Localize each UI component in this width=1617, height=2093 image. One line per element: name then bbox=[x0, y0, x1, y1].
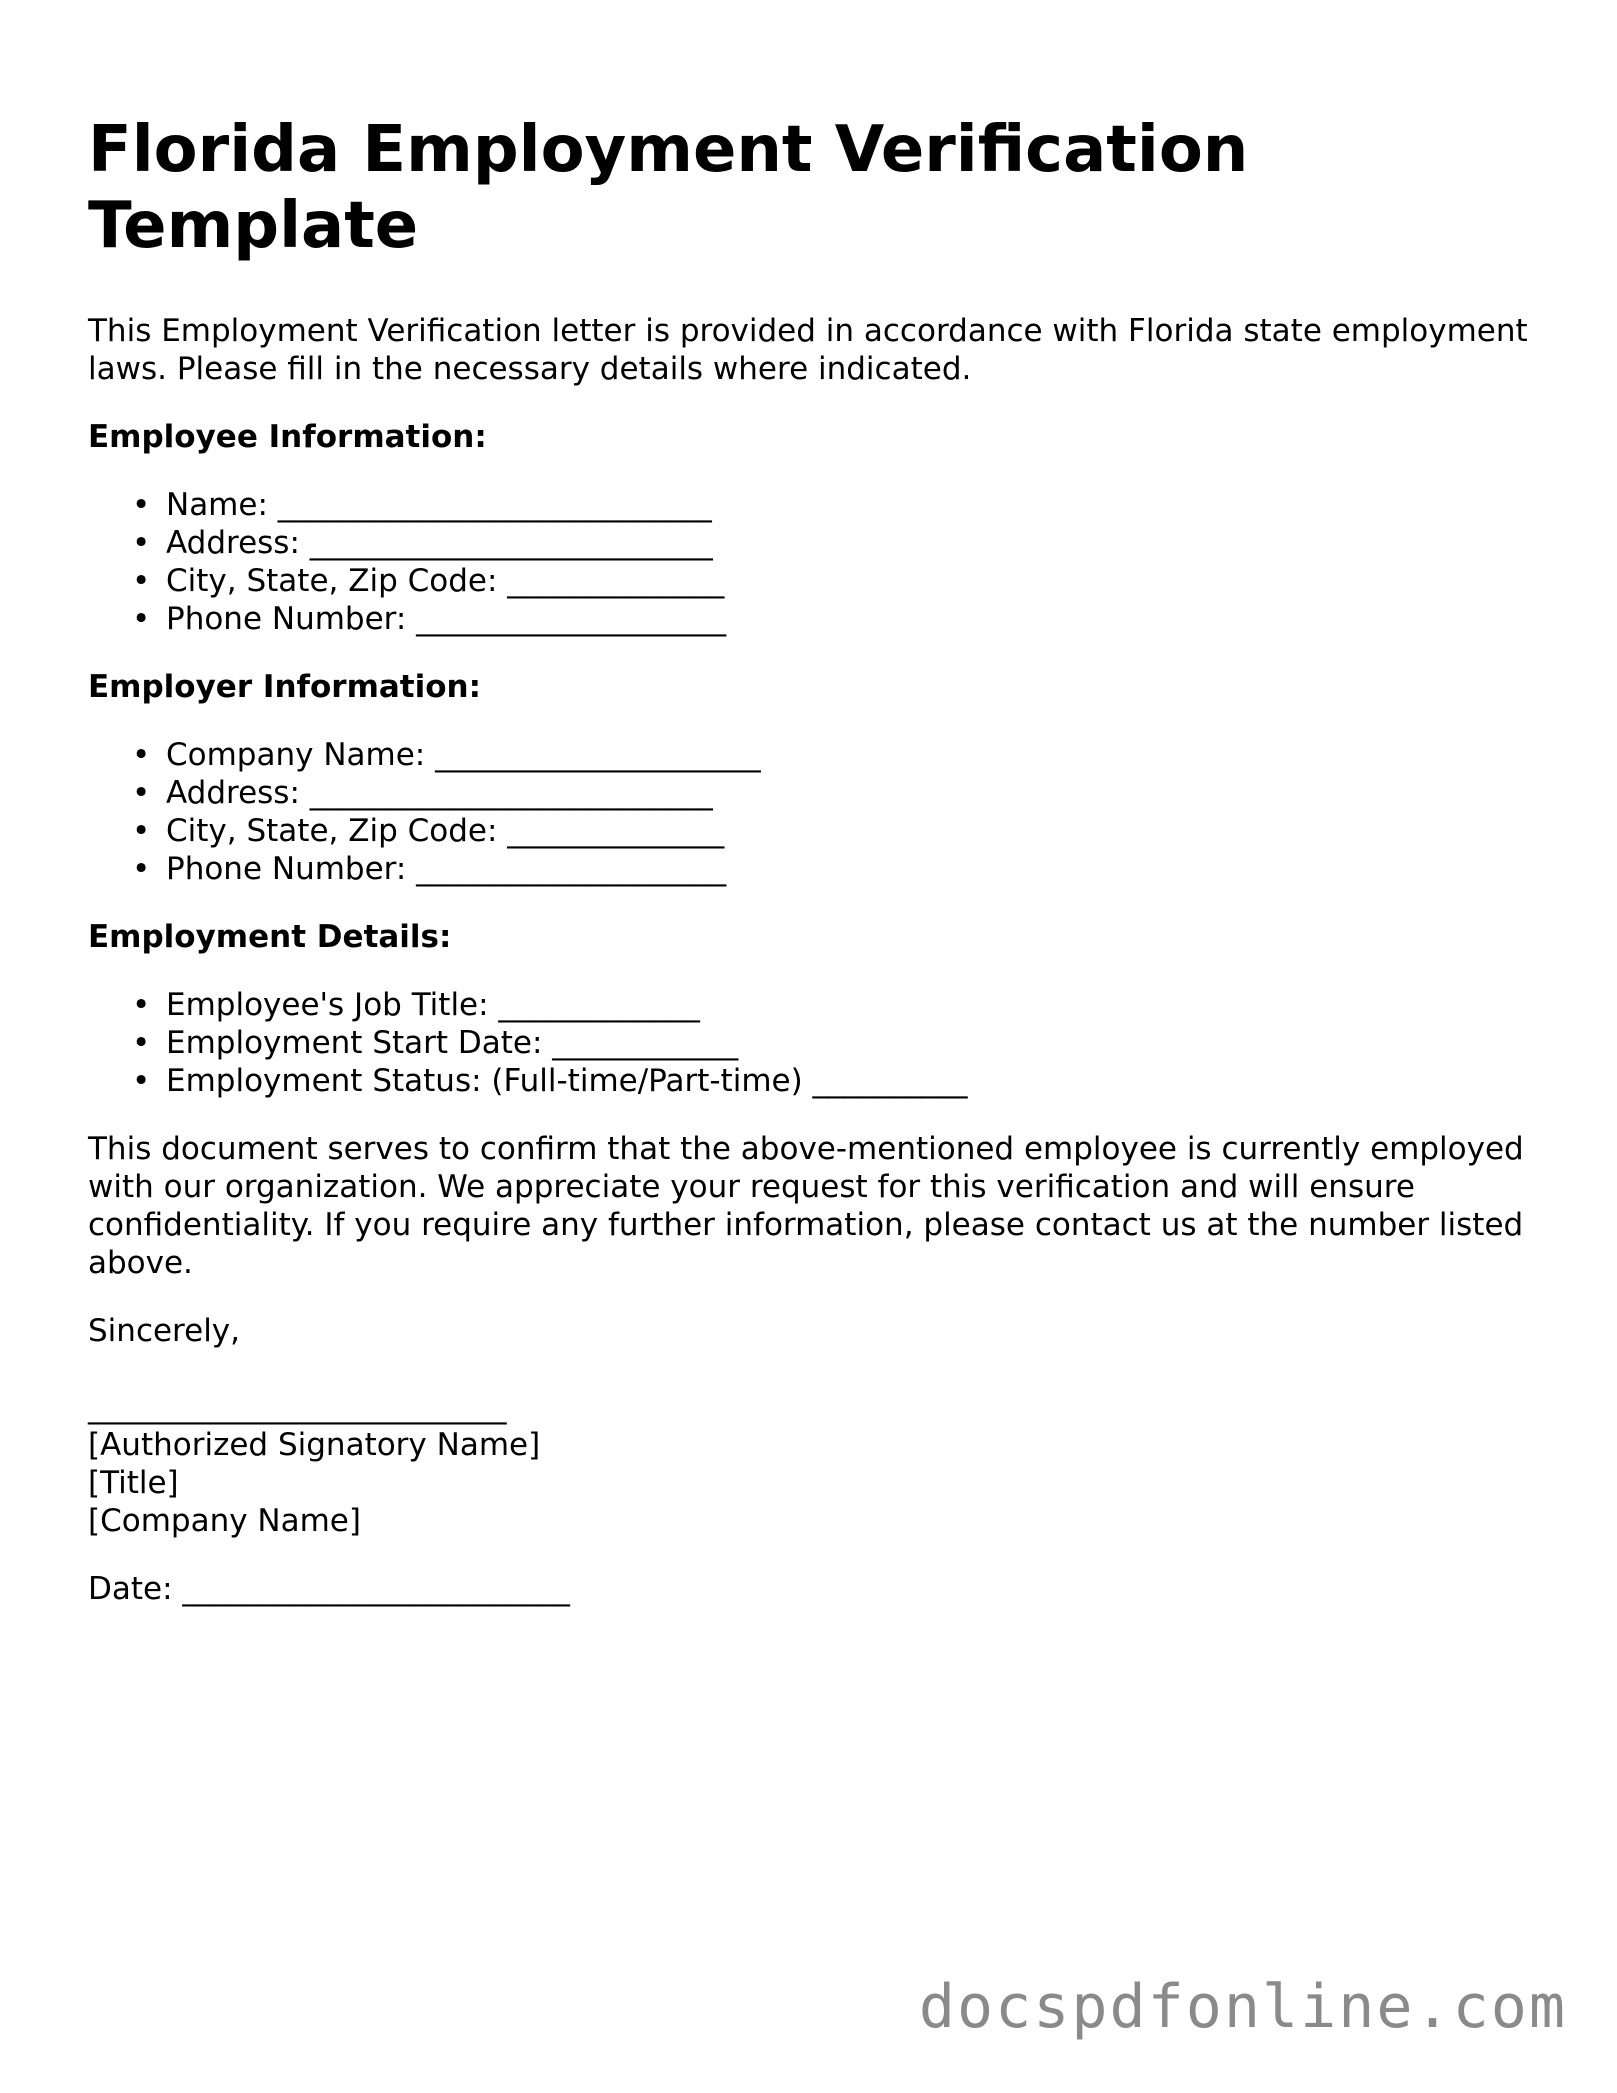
employee-city-state-zip-field: City, State, Zip Code: ______________ bbox=[166, 563, 725, 599]
employee-address-field: Address: __________________________ bbox=[166, 525, 713, 561]
signature-block bbox=[88, 1388, 1528, 1540]
company-name-field: Company Name: _____________________ bbox=[166, 737, 761, 773]
list-item bbox=[132, 1062, 1528, 1100]
list-item bbox=[132, 736, 1528, 774]
employment-section-heading: Employment Details: bbox=[88, 919, 452, 955]
bullet-icon: • bbox=[132, 601, 151, 637]
employer-info-list bbox=[88, 736, 1528, 888]
bullet-icon: • bbox=[132, 1063, 151, 1099]
confirmation-paragraph: This document serves to confirm that the above-mentioned employee is currently employed with our organization. We appreciate your request for this verification and will ensure confidentiality. If you require any further information, please contact us at the number listed above. bbox=[88, 1131, 1524, 1281]
signature-line: ___________________________ bbox=[88, 1389, 507, 1425]
employee-name-field: Name: ____________________________ bbox=[166, 487, 712, 523]
bullet-icon: • bbox=[132, 525, 151, 561]
bullet-icon: • bbox=[132, 775, 151, 811]
employee-section-heading: Employee Information: bbox=[88, 419, 487, 455]
employer-address-field: Address: __________________________ bbox=[166, 775, 713, 811]
employee-info-list bbox=[88, 486, 1528, 638]
list-item bbox=[132, 850, 1528, 888]
employer-section-heading: Employer Information: bbox=[88, 669, 482, 705]
job-title-field: Employee's Job Title: _____________ bbox=[166, 987, 700, 1023]
list-item bbox=[132, 1024, 1528, 1062]
list-item bbox=[132, 774, 1528, 812]
bullet-icon: • bbox=[132, 563, 151, 599]
employer-phone-field: Phone Number: ____________________ bbox=[166, 851, 727, 887]
closing-salutation: Sincerely, bbox=[88, 1313, 241, 1349]
employee-phone-field: Phone Number: ____________________ bbox=[166, 601, 727, 637]
bullet-icon: • bbox=[132, 737, 151, 773]
document-page bbox=[88, 112, 1528, 1608]
employment-status-field: Employment Status: (Full-time/Part-time) __________ bbox=[166, 1063, 968, 1099]
bullet-icon: • bbox=[132, 813, 151, 849]
list-item bbox=[132, 486, 1528, 524]
bullet-icon: • bbox=[132, 487, 151, 523]
signatory-company: [Company Name] bbox=[88, 1503, 361, 1539]
list-item bbox=[132, 600, 1528, 638]
signatory-title: [Title] bbox=[88, 1465, 179, 1501]
bullet-icon: • bbox=[132, 1025, 151, 1061]
signatory-name: [Authorized Signatory Name] bbox=[88, 1427, 541, 1463]
employment-details-list bbox=[88, 986, 1528, 1100]
bullet-icon: • bbox=[132, 987, 151, 1023]
list-item bbox=[132, 524, 1528, 562]
document-title: Florida Employment Verification Template bbox=[88, 113, 1249, 263]
list-item bbox=[132, 986, 1528, 1024]
bullet-icon: • bbox=[132, 851, 151, 887]
list-item bbox=[132, 562, 1528, 600]
employer-city-state-zip-field: City, State, Zip Code: ______________ bbox=[166, 813, 725, 849]
watermark-text: docspdfonline.com bbox=[918, 1972, 1567, 2042]
intro-paragraph: This Employment Verification letter is provided in accordance with Florida state employment laws. Please fill in the necessary details where indicated. bbox=[88, 313, 1528, 387]
date-field: Date: _________________________ bbox=[88, 1571, 570, 1607]
list-item bbox=[132, 812, 1528, 850]
start-date-field: Employment Start Date: ____________ bbox=[166, 1025, 739, 1061]
